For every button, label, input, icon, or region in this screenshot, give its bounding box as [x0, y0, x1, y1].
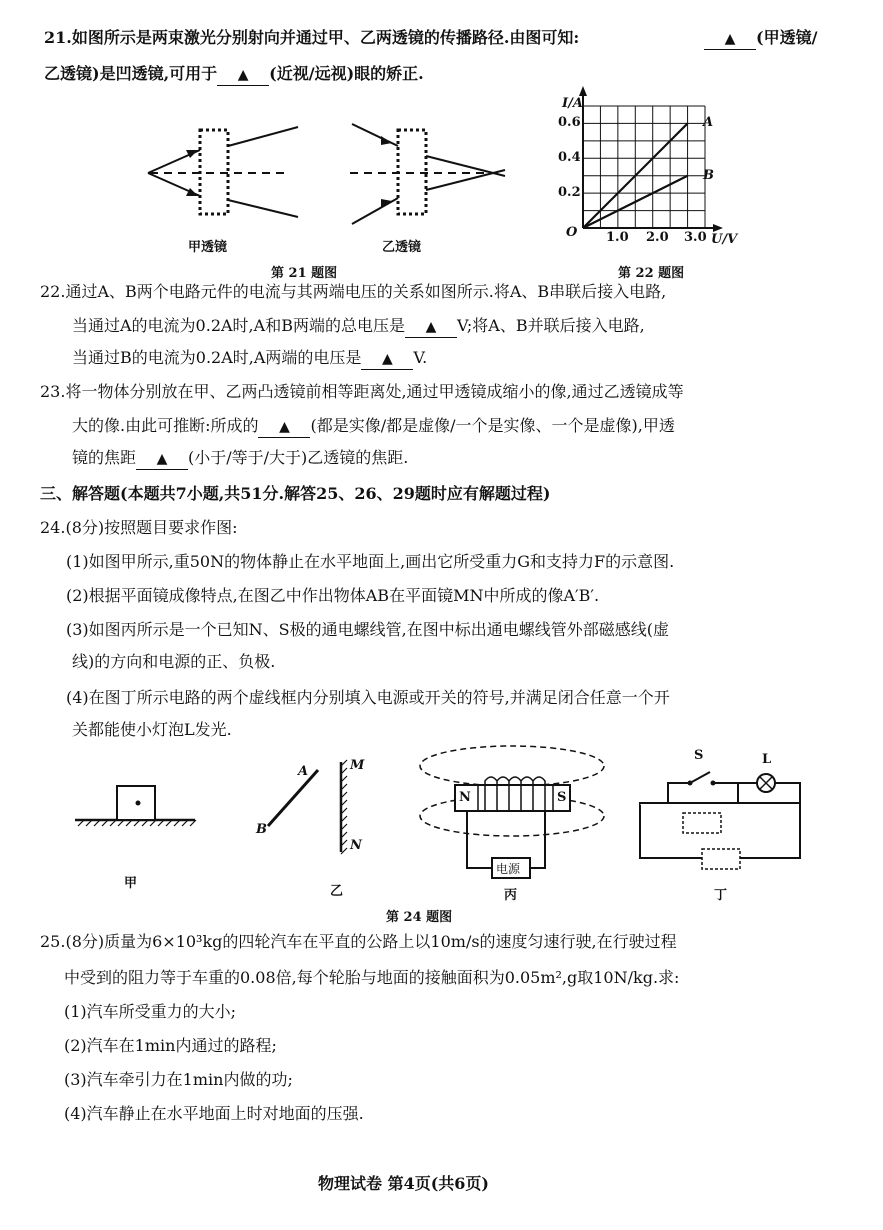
- q21-text2: 乙透镜)是凹透镜,可用于: [44, 64, 218, 83]
- y-axis-arrow: [579, 86, 587, 96]
- q24-head: 24.(8分)按照题目要求作图:: [40, 518, 238, 537]
- fig22-xtick-2: 3.0: [684, 230, 707, 245]
- fig22-origin: O: [566, 225, 578, 240]
- q25-line1: 25.(8分)质量为6×10³kg的四轮汽车在平直的公路上以10m/s的速度匀速行驶,在行驶过程: [40, 932, 677, 951]
- q23-line1: [40, 382, 684, 402]
- q22-line1: [40, 282, 666, 302]
- q23-text2a: 大的像.由此可推断:所成的: [72, 416, 259, 435]
- q22-line2: [72, 316, 645, 338]
- q23-answer-blank-2[interactable]: ▲: [136, 449, 188, 470]
- fig22-xtick-1: 2.0: [646, 230, 669, 245]
- fig24-coil-s: S: [557, 790, 567, 805]
- fig24-lamp-label: L: [762, 752, 772, 767]
- q24-part3b: 线)的方向和电源的正、负极.: [72, 652, 276, 671]
- q22-answer-blank-1[interactable]: ▲: [405, 317, 457, 338]
- x-axis-arrow: [713, 224, 723, 232]
- fig21-label-yi: 乙透镜: [382, 240, 422, 255]
- fig24-bing-diagram: [420, 746, 604, 878]
- q22-line3: [72, 348, 427, 370]
- fig22-y-axis-label: I/A: [562, 96, 583, 111]
- fig24-label-jia: 甲: [124, 876, 138, 891]
- fig22-x-axis-label: U/V: [711, 232, 738, 247]
- section3-heading: 三、解答题(本题共7小题,共51分.解答25、26、29题时应有解题过程): [40, 484, 551, 503]
- q21-option1: (甲透镜/: [756, 28, 818, 47]
- q25-sub2: (2)汽车在1min内通过的路程;: [64, 1036, 277, 1055]
- q25-sub4: (4)汽车静止在水平地面上时对地面的压强.: [64, 1104, 364, 1123]
- q24-part4a: (4)在图丁所示电路的两个虚线框内分别填入电源或开关的符号,并满足闭合任意一个开: [66, 688, 670, 707]
- fig24-coil-n: N: [459, 790, 471, 805]
- q23-number: 23.: [40, 382, 66, 401]
- q22-text2b: V;将A、B并联后接入电路,: [456, 316, 645, 335]
- fig24-switch-label: S: [694, 748, 704, 763]
- fig22-line-b-label: B: [703, 168, 714, 183]
- fig24-label-M: M: [350, 758, 365, 773]
- fig24-caption: 第 24 题图: [386, 910, 453, 925]
- q22-number: 22.: [40, 282, 66, 301]
- fig24-label-B: B: [256, 822, 267, 837]
- q24-part4b: 关都能使小灯泡L发光.: [72, 720, 232, 739]
- fig24-label-bing: 丙: [504, 888, 518, 903]
- fig22-ytick-1: 0.4: [558, 150, 581, 165]
- lens-yi-diagram: [350, 124, 505, 224]
- q25-sub1: (1)汽车所受重力的大小;: [64, 1002, 237, 1021]
- fig22-ytick-2: 0.2: [558, 185, 581, 200]
- fig24-label-ding: 丁: [714, 888, 728, 903]
- q21-answer-blank-1[interactable]: ▲: [704, 29, 756, 50]
- q25-line2: 中受到的阻力等于车重的0.08倍,每个轮胎与地面的接触面积为0.05m²,g取10N/kg.求:: [64, 968, 680, 987]
- q23-text3a: 镜的焦距: [72, 448, 137, 467]
- q22-text2a: 当通过A的电流为0.2A时,A和B两端的总电压是: [72, 316, 405, 335]
- q23-text1: 将一物体分别放在甲、乙两凸透镜前相等距离处,通过甲透镜成缩小的像,通过乙透镜成等: [65, 382, 684, 401]
- fig21-caption: 第 21 题图: [271, 266, 338, 281]
- fig22-line-a-label: A: [703, 115, 714, 130]
- iu-chart: [579, 86, 723, 232]
- fig22-ytick-0: 0.6: [558, 115, 581, 130]
- fig22-caption: 第 22 题图: [618, 266, 685, 281]
- fig24-label-yi: 乙: [330, 884, 344, 899]
- fig24-power-source: 电源: [496, 862, 521, 876]
- q21-answer-blank-2[interactable]: ▲: [217, 65, 269, 86]
- q23-text3b: (小于/等于/大于)乙透镜的焦距.: [188, 448, 409, 467]
- q24-part1: (1)如图甲所示,重50N的物体静止在水平地面上,画出它所受重力G和支持力F的示意图.: [66, 552, 675, 571]
- q22-text3a: 当通过B的电流为0.2A时,A两端的电压是: [72, 348, 362, 367]
- q21-option2: (近视/远视)眼的矫正.: [269, 64, 424, 83]
- q25-sub3: (3)汽车牵引力在1min内做的功;: [64, 1070, 293, 1089]
- q21-number: 21.: [44, 28, 72, 47]
- q24-part3a: (3)如图丙所示是一个已知N、S极的通电螺线管,在图中标出通电螺线管外部磁感线(虚: [66, 620, 669, 639]
- fig24-jia-diagram: [75, 786, 196, 826]
- q23-text2b: (都是实像/都是虚像/一个是实像、一个是虚像),甲透: [310, 416, 675, 435]
- q22-text1: 通过A、B两个电路元件的电流与其两端电压的关系如图所示.将A、B串联后接入电路,: [65, 282, 667, 301]
- page-footer: 物理试卷 第4页(共6页): [318, 1174, 489, 1193]
- q22-text3b: V.: [413, 348, 428, 367]
- lens-jia-diagram: [148, 127, 298, 217]
- q24-part2: (2)根据平面镜成像特点,在图乙中作出物体AB在平面镜MN中所成的像A′B′.: [66, 586, 600, 605]
- q23-answer-blank-1[interactable]: ▲: [258, 417, 310, 438]
- fig22-xtick-0: 1.0: [606, 230, 629, 245]
- fig21-label-jia: 甲透镜: [188, 240, 228, 255]
- q23-line2: [72, 416, 675, 438]
- q21-text1: 如图所示是两束激光分别射向并通过甲、乙两透镜的传播路径.由图可知:: [71, 28, 580, 47]
- fig24-ding-diagram: [640, 772, 800, 869]
- fig24-label-N: N: [350, 838, 362, 853]
- q23-line3: [72, 448, 408, 470]
- fig24-label-A: A: [298, 764, 309, 779]
- q22-answer-blank-2[interactable]: ▲: [361, 349, 413, 370]
